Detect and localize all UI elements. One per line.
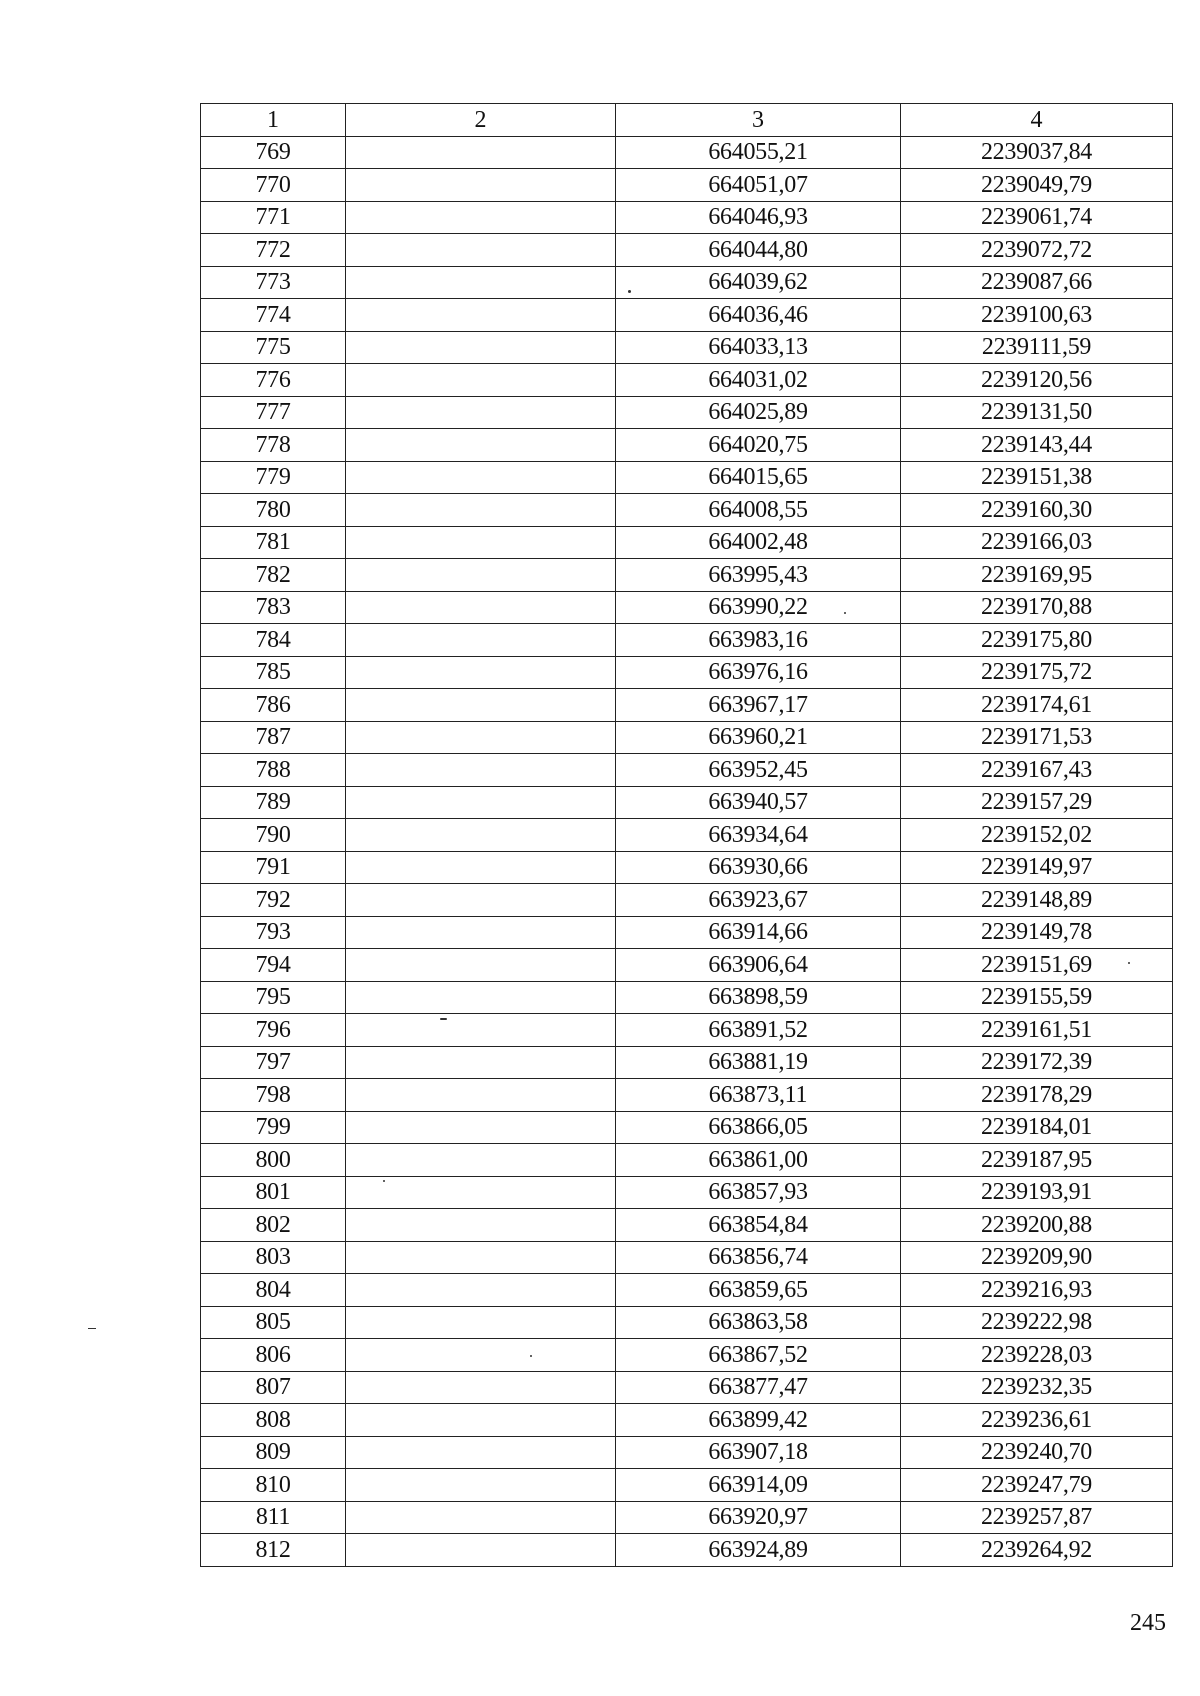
scan-speck <box>844 612 846 614</box>
y-coordinate-cell: 2239171,53 <box>901 721 1173 754</box>
row-number-cell: 786 <box>201 689 346 722</box>
description-cell <box>346 949 616 982</box>
table-row <box>201 136 1173 169</box>
table-row <box>201 1274 1173 1307</box>
header-row <box>201 104 1173 137</box>
table-row <box>201 201 1173 234</box>
table-header <box>201 104 1173 137</box>
x-coordinate-cell: 663914,09 <box>616 1469 901 1502</box>
x-coordinate-cell: 663995,43 <box>616 559 901 592</box>
row-number-cell: 776 <box>201 364 346 397</box>
x-coordinate-cell: 664044,80 <box>616 234 901 267</box>
y-coordinate-cell: 2239149,97 <box>901 851 1173 884</box>
description-cell <box>346 1436 616 1469</box>
y-coordinate-cell: 2239157,29 <box>901 786 1173 819</box>
table-row <box>201 234 1173 267</box>
description-cell <box>346 1534 616 1567</box>
description-cell <box>346 234 616 267</box>
description-cell <box>346 1404 616 1437</box>
coordinates-table <box>200 103 1173 1567</box>
x-coordinate-cell: 663881,19 <box>616 1046 901 1079</box>
description-cell <box>346 136 616 169</box>
row-number-cell: 811 <box>201 1501 346 1534</box>
table-row <box>201 559 1173 592</box>
row-number-cell: 784 <box>201 624 346 657</box>
y-coordinate-cell: 2239232,35 <box>901 1371 1173 1404</box>
row-number-cell: 791 <box>201 851 346 884</box>
description-cell <box>346 1306 616 1339</box>
y-coordinate-cell: 2239148,89 <box>901 884 1173 917</box>
x-coordinate-cell: 663930,66 <box>616 851 901 884</box>
y-coordinate-cell: 2239172,39 <box>901 1046 1173 1079</box>
y-coordinate-cell: 2239087,66 <box>901 266 1173 299</box>
x-coordinate-cell: 663906,64 <box>616 949 901 982</box>
row-number-cell: 772 <box>201 234 346 267</box>
row-number-cell: 803 <box>201 1241 346 1274</box>
y-coordinate-cell: 2239166,03 <box>901 526 1173 559</box>
y-coordinate-cell: 2239187,95 <box>901 1144 1173 1177</box>
row-number-cell: 778 <box>201 429 346 462</box>
y-coordinate-cell: 2239236,61 <box>901 1404 1173 1437</box>
x-coordinate-cell: 663940,57 <box>616 786 901 819</box>
table-row <box>201 396 1173 429</box>
row-number-cell: 770 <box>201 169 346 202</box>
table-row <box>201 851 1173 884</box>
table-row <box>201 1371 1173 1404</box>
y-coordinate-cell: 2239151,38 <box>901 461 1173 494</box>
row-number-cell: 781 <box>201 526 346 559</box>
x-coordinate-cell: 664025,89 <box>616 396 901 429</box>
description-cell <box>346 1144 616 1177</box>
description-cell <box>346 1209 616 1242</box>
row-number-cell: 797 <box>201 1046 346 1079</box>
description-cell <box>346 1046 616 1079</box>
table-row <box>201 1339 1173 1372</box>
description-cell <box>346 331 616 364</box>
y-coordinate-cell: 2239228,03 <box>901 1339 1173 1372</box>
description-cell <box>346 559 616 592</box>
table-row <box>201 949 1173 982</box>
x-coordinate-cell: 663854,84 <box>616 1209 901 1242</box>
table-row <box>201 656 1173 689</box>
y-coordinate-cell: 2239151,69 <box>901 949 1173 982</box>
row-number-cell: 796 <box>201 1014 346 1047</box>
description-cell <box>346 1079 616 1112</box>
scan-speck <box>383 1180 385 1182</box>
description-cell <box>346 721 616 754</box>
row-number-cell: 769 <box>201 136 346 169</box>
description-cell <box>346 1014 616 1047</box>
row-number-cell: 812 <box>201 1534 346 1567</box>
table-row <box>201 494 1173 527</box>
description-cell <box>346 1371 616 1404</box>
x-coordinate-cell: 663934,64 <box>616 819 901 852</box>
x-coordinate-cell: 663891,52 <box>616 1014 901 1047</box>
table-row <box>201 1501 1173 1534</box>
y-coordinate-cell: 2239167,43 <box>901 754 1173 787</box>
x-coordinate-cell: 664039,62 <box>616 266 901 299</box>
description-cell <box>346 884 616 917</box>
x-coordinate-cell: 663960,21 <box>616 721 901 754</box>
x-coordinate-cell: 664008,55 <box>616 494 901 527</box>
description-cell <box>346 1111 616 1144</box>
y-coordinate-cell: 2239209,90 <box>901 1241 1173 1274</box>
x-coordinate-cell: 663923,67 <box>616 884 901 917</box>
table-row <box>201 1241 1173 1274</box>
y-coordinate-cell: 2239143,44 <box>901 429 1173 462</box>
y-coordinate-cell: 2239160,30 <box>901 494 1173 527</box>
row-number-cell: 788 <box>201 754 346 787</box>
table-row <box>201 364 1173 397</box>
description-cell <box>346 591 616 624</box>
row-number-cell: 787 <box>201 721 346 754</box>
table-row <box>201 526 1173 559</box>
x-coordinate-cell: 663952,45 <box>616 754 901 787</box>
row-number-cell: 795 <box>201 981 346 1014</box>
y-coordinate-cell: 2239200,88 <box>901 1209 1173 1242</box>
y-coordinate-cell: 2239264,92 <box>901 1534 1173 1567</box>
table-row <box>201 916 1173 949</box>
description-cell <box>346 819 616 852</box>
y-coordinate-cell: 2239175,80 <box>901 624 1173 657</box>
table-row <box>201 1209 1173 1242</box>
x-coordinate-cell: 664046,93 <box>616 201 901 234</box>
table-row <box>201 461 1173 494</box>
table-row <box>201 1404 1173 1437</box>
row-number-cell: 790 <box>201 819 346 852</box>
row-number-cell: 802 <box>201 1209 346 1242</box>
description-cell <box>346 429 616 462</box>
description-cell <box>346 266 616 299</box>
row-number-cell: 792 <box>201 884 346 917</box>
table-row <box>201 721 1173 754</box>
x-coordinate-cell: 663856,74 <box>616 1241 901 1274</box>
y-coordinate-cell: 2239178,29 <box>901 1079 1173 1112</box>
description-cell <box>346 396 616 429</box>
table-row <box>201 429 1173 462</box>
description-cell <box>346 689 616 722</box>
y-coordinate-cell: 2239111,59 <box>901 331 1173 364</box>
x-coordinate-cell: 664020,75 <box>616 429 901 462</box>
x-coordinate-cell: 663983,16 <box>616 624 901 657</box>
y-coordinate-cell: 2239247,79 <box>901 1469 1173 1502</box>
row-number-cell: 809 <box>201 1436 346 1469</box>
description-cell <box>346 1339 616 1372</box>
table-row <box>201 1046 1173 1079</box>
table-row <box>201 1469 1173 1502</box>
x-coordinate-cell: 663863,58 <box>616 1306 901 1339</box>
row-number-cell: 808 <box>201 1404 346 1437</box>
description-cell <box>346 916 616 949</box>
x-coordinate-cell: 663967,17 <box>616 689 901 722</box>
table-row <box>201 169 1173 202</box>
description-cell <box>346 364 616 397</box>
table-row <box>201 624 1173 657</box>
scan-speck <box>628 290 631 293</box>
y-coordinate-cell: 2239131,50 <box>901 396 1173 429</box>
description-cell <box>346 624 616 657</box>
description-cell <box>346 494 616 527</box>
description-cell <box>346 1501 616 1534</box>
y-coordinate-cell: 2239174,61 <box>901 689 1173 722</box>
x-coordinate-cell: 663873,11 <box>616 1079 901 1112</box>
y-coordinate-cell: 2239149,78 <box>901 916 1173 949</box>
row-number-cell: 785 <box>201 656 346 689</box>
x-coordinate-cell: 663859,65 <box>616 1274 901 1307</box>
description-cell <box>346 1176 616 1209</box>
row-number-cell: 777 <box>201 396 346 429</box>
table-row <box>201 1079 1173 1112</box>
x-coordinate-cell: 663857,93 <box>616 1176 901 1209</box>
table-row <box>201 884 1173 917</box>
y-coordinate-cell: 2239049,79 <box>901 169 1173 202</box>
row-number-cell: 774 <box>201 299 346 332</box>
x-coordinate-cell: 664051,07 <box>616 169 901 202</box>
x-coordinate-cell: 663899,42 <box>616 1404 901 1437</box>
description-cell <box>346 299 616 332</box>
row-number-cell: 805 <box>201 1306 346 1339</box>
scan-speck <box>440 1018 447 1020</box>
x-coordinate-cell: 664036,46 <box>616 299 901 332</box>
y-coordinate-cell: 2239061,74 <box>901 201 1173 234</box>
row-number-cell: 779 <box>201 461 346 494</box>
table-row <box>201 1144 1173 1177</box>
header-col-3: 3 <box>616 104 901 137</box>
x-coordinate-cell: 663907,18 <box>616 1436 901 1469</box>
table-row <box>201 1111 1173 1144</box>
table-row <box>201 1176 1173 1209</box>
y-coordinate-cell: 2239222,98 <box>901 1306 1173 1339</box>
scan-speck <box>530 1355 532 1357</box>
y-coordinate-cell: 2239240,70 <box>901 1436 1173 1469</box>
table-row <box>201 1534 1173 1567</box>
header-col-1: 1 <box>201 104 346 137</box>
table-row <box>201 299 1173 332</box>
x-coordinate-cell: 663861,00 <box>616 1144 901 1177</box>
description-cell <box>346 754 616 787</box>
table-row <box>201 331 1173 364</box>
row-number-cell: 806 <box>201 1339 346 1372</box>
row-number-cell: 810 <box>201 1469 346 1502</box>
table-row <box>201 819 1173 852</box>
x-coordinate-cell: 664055,21 <box>616 136 901 169</box>
table-row <box>201 754 1173 787</box>
description-cell <box>346 1274 616 1307</box>
y-coordinate-cell: 2239100,63 <box>901 299 1173 332</box>
x-coordinate-cell: 663914,66 <box>616 916 901 949</box>
y-coordinate-cell: 2239161,51 <box>901 1014 1173 1047</box>
row-number-cell: 789 <box>201 786 346 819</box>
row-number-cell: 782 <box>201 559 346 592</box>
description-cell <box>346 981 616 1014</box>
table-row <box>201 1306 1173 1339</box>
scan-speck <box>1128 962 1130 964</box>
x-coordinate-cell: 664033,13 <box>616 331 901 364</box>
description-cell <box>346 461 616 494</box>
row-number-cell: 804 <box>201 1274 346 1307</box>
row-number-cell: 780 <box>201 494 346 527</box>
row-number-cell: 807 <box>201 1371 346 1404</box>
y-coordinate-cell: 2239152,02 <box>901 819 1173 852</box>
row-number-cell: 771 <box>201 201 346 234</box>
x-coordinate-cell: 663976,16 <box>616 656 901 689</box>
y-coordinate-cell: 2239175,72 <box>901 656 1173 689</box>
header-col-2: 2 <box>346 104 616 137</box>
table-row <box>201 1014 1173 1047</box>
table-row <box>201 1436 1173 1469</box>
table-row <box>201 266 1173 299</box>
table-row <box>201 981 1173 1014</box>
y-coordinate-cell: 2239037,84 <box>901 136 1173 169</box>
table-row <box>201 786 1173 819</box>
x-coordinate-cell: 663866,05 <box>616 1111 901 1144</box>
x-coordinate-cell: 663877,47 <box>616 1371 901 1404</box>
x-coordinate-cell: 663867,52 <box>616 1339 901 1372</box>
table-body <box>201 136 1173 1566</box>
description-cell <box>346 526 616 559</box>
x-coordinate-cell: 664002,48 <box>616 526 901 559</box>
row-number-cell: 801 <box>201 1176 346 1209</box>
page-number: 245 <box>1130 1610 1166 1636</box>
row-number-cell: 799 <box>201 1111 346 1144</box>
row-number-cell: 800 <box>201 1144 346 1177</box>
y-coordinate-cell: 2239193,91 <box>901 1176 1173 1209</box>
y-coordinate-cell: 2239120,56 <box>901 364 1173 397</box>
description-cell <box>346 1469 616 1502</box>
row-number-cell: 793 <box>201 916 346 949</box>
description-cell <box>346 1241 616 1274</box>
row-number-cell: 783 <box>201 591 346 624</box>
row-number-cell: 798 <box>201 1079 346 1112</box>
description-cell <box>346 201 616 234</box>
x-coordinate-cell: 664015,65 <box>616 461 901 494</box>
row-number-cell: 773 <box>201 266 346 299</box>
scan-speck <box>88 1328 96 1329</box>
x-coordinate-cell: 663924,89 <box>616 1534 901 1567</box>
y-coordinate-cell: 2239155,59 <box>901 981 1173 1014</box>
x-coordinate-cell: 663898,59 <box>616 981 901 1014</box>
x-coordinate-cell: 663920,97 <box>616 1501 901 1534</box>
y-coordinate-cell: 2239170,88 <box>901 591 1173 624</box>
header-col-4: 4 <box>901 104 1173 137</box>
description-cell <box>346 656 616 689</box>
description-cell <box>346 786 616 819</box>
description-cell <box>346 851 616 884</box>
y-coordinate-cell: 2239257,87 <box>901 1501 1173 1534</box>
y-coordinate-cell: 2239216,93 <box>901 1274 1173 1307</box>
row-number-cell: 794 <box>201 949 346 982</box>
y-coordinate-cell: 2239184,01 <box>901 1111 1173 1144</box>
x-coordinate-cell: 663990,22 <box>616 591 901 624</box>
x-coordinate-cell: 664031,02 <box>616 364 901 397</box>
table-row <box>201 591 1173 624</box>
description-cell <box>346 169 616 202</box>
row-number-cell: 775 <box>201 331 346 364</box>
y-coordinate-cell: 2239169,95 <box>901 559 1173 592</box>
y-coordinate-cell: 2239072,72 <box>901 234 1173 267</box>
table-row <box>201 689 1173 722</box>
